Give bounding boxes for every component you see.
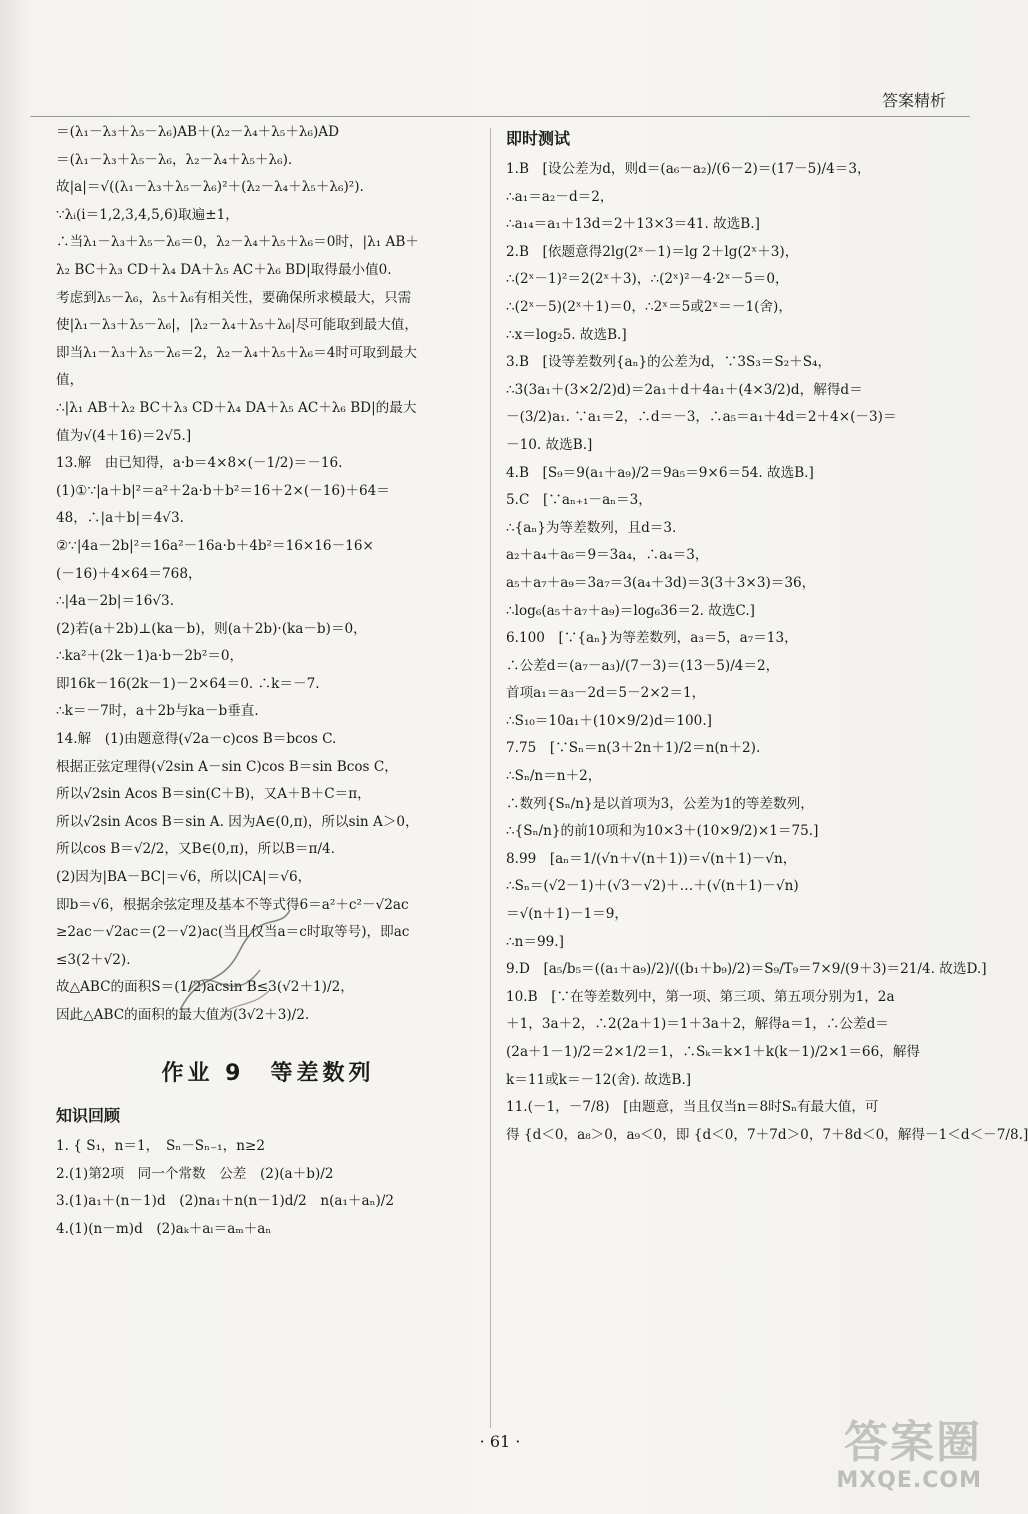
answer-line: 2.B [依题意得2lg(2ˣ－1)＝lg 2＋lg(2ˣ＋3)， <box>506 243 799 260</box>
solution-line: ∴当λ₁－λ₃＋λ₅－λ₆＝0，λ₂－λ₄＋λ₅＋λ₆＝0时，|λ₁ AB＋ <box>56 234 419 251</box>
solution-line: 值为√(4＋16)＝2√5.] <box>56 427 192 444</box>
solution-line: 14.解 (1)由题意得(√2a－c)cos B＝bcos C. <box>56 731 337 748</box>
knowledge-item: 2.(1)第2项 同一个常数 公差 (2)(a＋b)/2 <box>56 1165 334 1182</box>
answer-line: 11.(－1，－7/8) [由题意，当且仅当n＝8时Sₙ有最大值，可 <box>506 1099 879 1116</box>
solution-line: (1)①∵|a＋b|²＝a²＋2a·b＋b²＝16＋2×(－16)＋64＝ <box>56 482 390 499</box>
answer-line: －10. 故选B.] <box>506 436 593 453</box>
right-column <box>506 122 1028 1152</box>
left-column <box>56 122 480 1246</box>
solution-line: 即16k－16(2k－1)－2×64＝0. ∴k＝－7. <box>56 675 320 692</box>
answer-line: －(3/2)a₁. ∵a₁＝2，∴d＝－3，∴a₅＝a₁＋4d＝2＋4×(－3)＝ <box>506 409 897 426</box>
watermark <box>792 1418 982 1502</box>
answer-line: ∴S₁₀＝10a₁＋(10×9/2)d＝100.] <box>506 712 712 729</box>
homework-title: 作业 9 等差数列 <box>161 1061 375 1086</box>
knowledge-item: 1. { S₁，n＝1， Sₙ－Sₙ₋₁，n≥2 <box>56 1138 265 1154</box>
solution-line: 即b＝√6，根据余弦定理及基本不等式得6＝a²＋c²－√2ac <box>56 896 409 913</box>
solution-line: 因此△ABC的面积的最大值为(3√2＋3)/2. <box>56 1007 310 1023</box>
answer-line: 9.D [a₅/b₅＝((a₁＋a₉)/2)/((b₁＋b₉)/2)＝S₉/T₉＝7×9/(9＋3)＝21/4. 故选D.] <box>506 961 987 978</box>
answer-line: 10.B [∵在等差数列中，第一项、第三项、第五项分别为1，2a <box>506 988 895 1005</box>
answer-line: a₅＋a₇＋a₉＝3a₇＝3(a₄＋3d)＝3(3＋3×3)＝36， <box>506 574 816 591</box>
header-tag: 答案精析 <box>881 91 946 110</box>
solution-line: (2)因为|BA－BC|＝√6，所以|CA|＝√6， <box>56 869 312 886</box>
solution-line: (－16)＋4×64＝768， <box>56 565 202 582</box>
answer-line: 6.100 [∵{aₙ}为等差数列，a₃＝5，a₇＝13， <box>506 630 798 647</box>
answer-line: ∴{Sₙ/n}的前10项和为10×3＋(10×9/2)×1＝75.] <box>506 823 819 840</box>
column-divider <box>490 128 491 1428</box>
answer-line: 1.B [设公差为d，则d＝(a₆－a₂)/(6－2)＝(17－5)/4＝3， <box>506 161 871 177</box>
answer-line: ∴n＝99.] <box>506 933 564 950</box>
solution-line: 根据正弦定理得(√2sin A－sin C)cos B＝sin Bcos C， <box>56 758 398 775</box>
solution-line: ②∵|4a－2b|²＝16a²－16a·b＋4b²＝16×16－16× <box>56 537 374 554</box>
solution-line: 值， <box>56 372 84 389</box>
solution-line: 即当λ₁－λ₃＋λ₅－λ₆＝2，λ₂－λ₄＋λ₅＋λ₆＝4时可取到最大 <box>56 344 417 361</box>
answer-line: 4.B [S₉＝9(a₁＋a₉)/2＝9a₅＝9×6＝54. 故选B.] <box>506 464 814 481</box>
solution-line: 所以cos B＝√2/2，又B∈(0,π)，所以B＝π/4. <box>56 841 336 858</box>
answer-line: ∴a₁＝a₂－d＝2， <box>506 188 614 205</box>
answer-line: k＝11或k＝－12(舍). 故选B.] <box>506 1071 692 1088</box>
answer-line: 8.99 [aₙ＝1/(√n＋√(n＋1))＝√(n＋1)－√n， <box>506 850 797 867</box>
solution-line: (2)若(a＋2b)⊥(ka－b)，则(a＋2b)·(ka－b)＝0， <box>56 620 367 637</box>
answer-line: ∴3(3a₁＋(3×2/2)d)＝2a₁＋d＋4a₁＋(4×3/2)d，解得d＝ <box>506 381 863 398</box>
handwriting-scribble-icon <box>160 890 310 1040</box>
right-lines <box>506 159 1028 1146</box>
answer-line: ∴log₆(a₅＋a₇＋a₉)＝log₆36＝2. 故选C.] <box>506 602 755 619</box>
solution-line: 48，∴|a＋b|＝4√3. <box>56 510 184 527</box>
answer-line: ∴公差d＝(a₇－a₃)/(7－3)＝(13－5)/4＝2， <box>506 657 780 674</box>
solution-line: ∴k＝－7时，a＋2b与ka－b垂直. <box>56 703 259 720</box>
answer-line: ∴{aₙ}为等差数列，且d＝3. <box>506 519 677 536</box>
solution-line: 13.解 由已知得，a·b＝4×8×(－1/2)＝－16. <box>56 455 343 472</box>
answer-line: a₂＋a₄＋a₆＝9＝3a₄，∴a₄＝3， <box>506 547 709 564</box>
page-number: · 61 · <box>479 1432 521 1451</box>
header-rule <box>30 116 970 117</box>
answer-line: ∴x＝log₂5. 故选B.] <box>506 326 627 343</box>
solution-line: 所以√2sin Acos B＝sin A. 因为A∈(0,π)，所以sin A＞0， <box>56 813 419 830</box>
solution-line: 使|λ₁－λ₃＋λ₅－λ₆|，|λ₂－λ₄＋λ₅＋λ₆|尽可能取到最大值， <box>56 317 418 334</box>
solution-line: ∴ka²＋(2k－1)a·b－2b²＝0， <box>56 648 244 665</box>
solution-line: 故△ABC的面积S＝(1/2)acsin B≤3(√2＋1)/2， <box>56 979 354 996</box>
solution-line: ＝(λ₁－λ₃＋λ₅－λ₆)AB＋(λ₂－λ₄＋λ₅＋λ₆)AD <box>56 124 340 140</box>
answer-line: 得 {d＜0，a₈＞0，a₉＜0，即 {d＜0，7＋7d＞0，7＋8d＜0，解得－1＜d＜－7/8.] <box>506 1126 1028 1143</box>
knowledge-item: 3.(1)a₁＋(n－1)d (2)na₁＋n(n－1)d/2 n(a₁＋aₙ)/2 <box>56 1193 395 1210</box>
solution-line: ∴|4a－2b|＝16√3. <box>56 593 175 610</box>
answer-line: 首项a₁＝a₃－2d＝5－2×2＝1， <box>506 685 706 702</box>
answer-line: ∴Sₙ＝(√2－1)＋(√3－√2)＋…＋(√(n＋1)－√n) <box>506 878 799 895</box>
solution-line: ≥2ac－√2ac＝(2－√2)ac(当且仅当a＝c时取等号)，即ac <box>56 924 410 941</box>
quick-test-title: 即时测试 <box>506 129 571 148</box>
answer-line: ＋1，3a＋2，∴2(2a＋1)＝1＋3a＋2，解得a＝1，∴公差d＝ <box>506 1016 889 1033</box>
answer-line: ∴Sₙ/n＝n＋2， <box>506 768 602 785</box>
answer-line: 7.75 [∵Sₙ＝n(3＋2n＋1)/2＝n(n＋2). <box>506 740 761 757</box>
solution-line: ＝(λ₁－λ₃＋λ₅－λ₆，λ₂－λ₄＋λ₅＋λ₆). <box>56 151 293 168</box>
solution-line: ≤3(2＋√2). <box>56 951 131 968</box>
watermark-url: MXQE.COM <box>836 1468 982 1493</box>
solution-line: 考虑到λ₅－λ₆，λ₅＋λ₆有相关性，要确保所求模最大，只需 <box>56 289 412 306</box>
answer-line: ∴(2ˣ－5)(2ˣ＋1)＝0，∴2ˣ＝5或2ˣ＝－1(舍)， <box>506 298 792 315</box>
watermark-logo: 答案圈 <box>844 1417 982 1468</box>
answer-line: ∴a₁₄＝a₁＋13d＝2＋13×3＝41. 故选B.] <box>506 216 760 233</box>
solution-line: ∴|λ₁ AB＋λ₂ BC＋λ₃ CD＋λ₄ DA＋λ₅ AC＋λ₆ BD|的最大 <box>56 399 417 416</box>
answer-line: (2a＋1－1)/2＝2×1/2＝1，∴Sₖ＝k×1＋k(k－1)/2×1＝66，解得 <box>506 1044 921 1060</box>
solution-line: 故|a|＝√((λ₁－λ₃＋λ₅－λ₆)²＋(λ₂－λ₄＋λ₅＋λ₆)²). <box>56 179 364 196</box>
answer-line: ＝√(n＋1)－1＝9， <box>506 906 628 923</box>
answer-line: 3.B [设等差数列{aₙ}的公差为d，∵3S₃＝S₂＋S₄， <box>506 354 832 371</box>
solution-line: 所以√2sin Acos B＝sin(C＋B)，又A＋B＋C＝π， <box>56 786 371 803</box>
solution-line: ∵λᵢ(i＝1,2,3,4,5,6)取遍±1， <box>56 206 239 223</box>
solution-line: λ₂ BC＋λ₃ CD＋λ₄ DA＋λ₅ AC＋λ₆ BD|取得最小值0. <box>56 261 392 278</box>
knowledge-review-title: 知识回顾 <box>56 1106 121 1125</box>
answer-line: 5.C [∵aₙ₊₁－aₙ＝3， <box>506 492 652 509</box>
knowledge-item: 4.(1)(n－m)d (2)aₖ＋aₗ＝aₘ＋aₙ <box>56 1220 272 1237</box>
answer-line: ∴(2ˣ－1)²＝2(2ˣ＋3)，∴(2ˣ)²－4·2ˣ－5＝0， <box>506 271 789 288</box>
answer-line: ∴数列{Sₙ/n}是以首项为3，公差为1的等差数列， <box>506 795 814 812</box>
